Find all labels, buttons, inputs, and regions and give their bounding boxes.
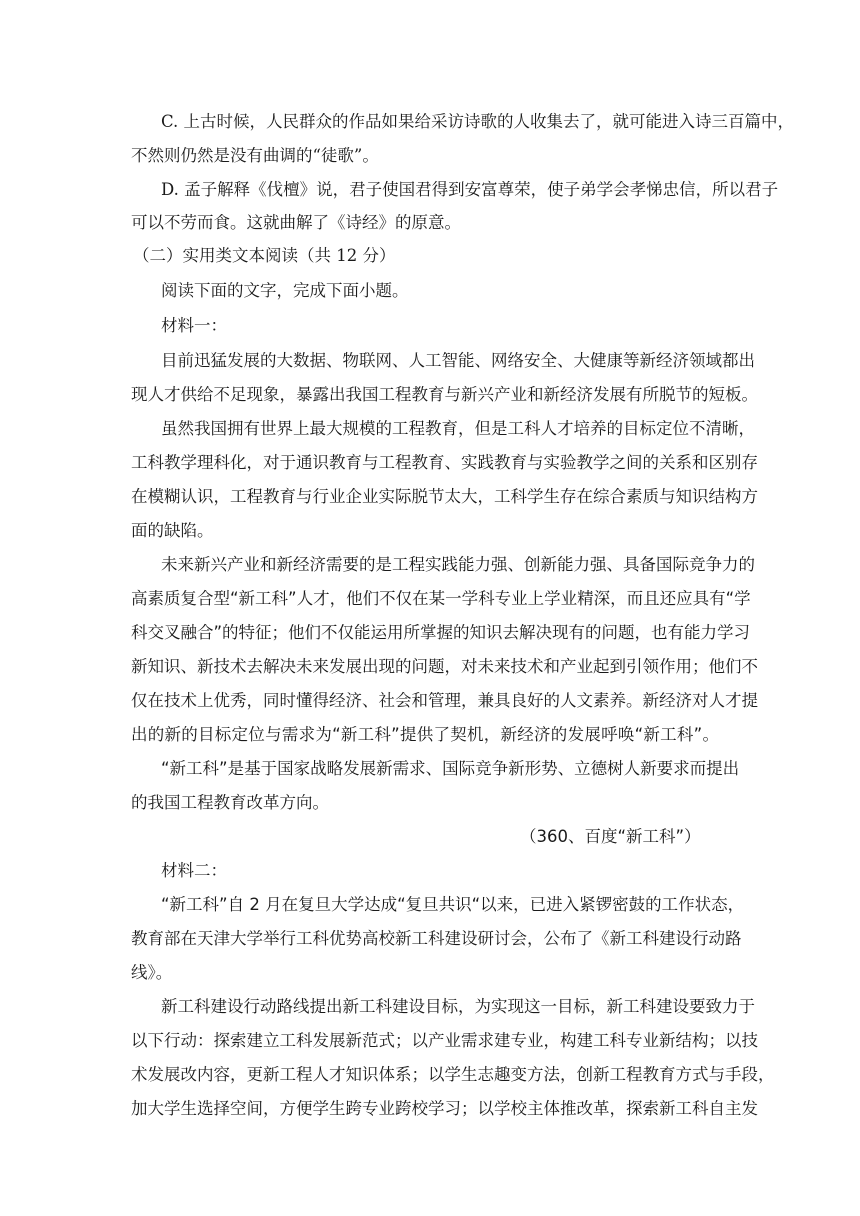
paragraph-line: 高素质复合型“新工科”人才，他们不仅在某一学科专业上学业精深，而且还应具有“学 xyxy=(131,589,751,608)
paragraph-line: 现人才供给不足现象，暴露出我国工程教育与新兴产业和新经济发展有所脱节的短板。 xyxy=(131,385,758,404)
paragraph-line: 的我国工程教育改革方向。 xyxy=(131,793,329,812)
option-d-line-2: 可以不劳而食。这就曲解了《诗经》的原意。 xyxy=(131,213,461,232)
paragraph-line: 未来新兴产业和新经济需要的是工程实践能力强、创新能力强、具备国际竞争力的 xyxy=(161,555,755,574)
paragraph-line: “新工科”是基于国家战略发展新需求、国际竞争新形势、立德树人新要求而提出 xyxy=(161,759,740,778)
section-heading: （二）实用类文本阅读（共 12 分） xyxy=(133,246,396,265)
material-two-label: 材料二： xyxy=(161,861,227,880)
paragraph-line: 目前迅猛发展的大数据、物联网、人工智能、网络安全、大健康等新经济领域都出 xyxy=(161,351,755,370)
paragraph-line: 在模糊认识，工程教育与行业企业实际脱节太大，工科学生存在综合素质与知识结构方 xyxy=(131,487,758,506)
paragraph-line: 术发展改内容，更新工程人才知识体系；以学生志趣变方法，创新工程教育方式与手段， xyxy=(131,1065,775,1084)
paragraph-line: 科交叉融合”的特征；他们不仅能运用所掌握的知识去解决现有的问题，也有能力学习 xyxy=(131,623,751,642)
option-c-line-2: 不然则仍然是没有曲调的“徒歌”。 xyxy=(131,146,379,165)
paragraph-line: 加大学生选择空间，方便学生跨专业跨校学习；以学校主体推改革，探索新工科自主发 xyxy=(131,1099,758,1118)
option-d-line-1: D. 孟子解释《伐檀》说，君子使国君得到安富尊荣，使子弟学会孝悌忠信，所以君子 xyxy=(161,180,779,199)
material-one-label: 材料一： xyxy=(161,316,227,335)
paragraph-line: 工科教学理科化，对于通识教育与工程教育、实践教育与实验教学之间的关系和区别存 xyxy=(131,453,758,472)
instruction: 阅读下面的文字，完成下面小题。 xyxy=(161,281,409,300)
material-one-source: （360、百度“新工科”） xyxy=(520,827,701,846)
paragraph-line: 出的新的目标定位与需求为“新工科”提供了契机，新经济的发展呼唤“新工科”。 xyxy=(131,725,719,744)
paragraph-line: 以下行动：探索建立工科发展新范式；以产业需求建专业，构建工科专业新结构；以技 xyxy=(131,1031,758,1050)
paragraph-line: 线》。 xyxy=(131,963,173,982)
paragraph-line: 虽然我国拥有世界上最大规模的工程教育，但是工科人才培养的目标定位不清晰， xyxy=(161,419,755,438)
paragraph-line: 教育部在天津大学举行工科优势高校新工科建设研讨会，公布了《新工科建设行动路 xyxy=(131,929,742,948)
paragraph-line: “新工科”自 2 月在复旦大学达成“复旦共识“以来，已进入紧锣密鼓的工作状态， xyxy=(161,895,745,914)
paragraph-line: 仅在技术上优秀，同时懂得经济、社会和管理，兼具良好的人文素养。新经济对人才提 xyxy=(131,691,758,710)
paragraph-line: 面的缺陷。 xyxy=(131,521,214,540)
paragraph-line: 新工科建设行动路线提出新工科建设目标，为实现这一目标，新工科建设要致力于 xyxy=(161,997,755,1016)
paragraph-line: 新知识、新技术去解决未来发展出现的问题，对未来技术和产业起到引领作用；他们不 xyxy=(131,657,758,676)
option-c-line-1: C. 上古时候，人民群众的作品如果给采访诗歌的人收集去了，就可能进入诗三百篇中， xyxy=(161,112,795,131)
